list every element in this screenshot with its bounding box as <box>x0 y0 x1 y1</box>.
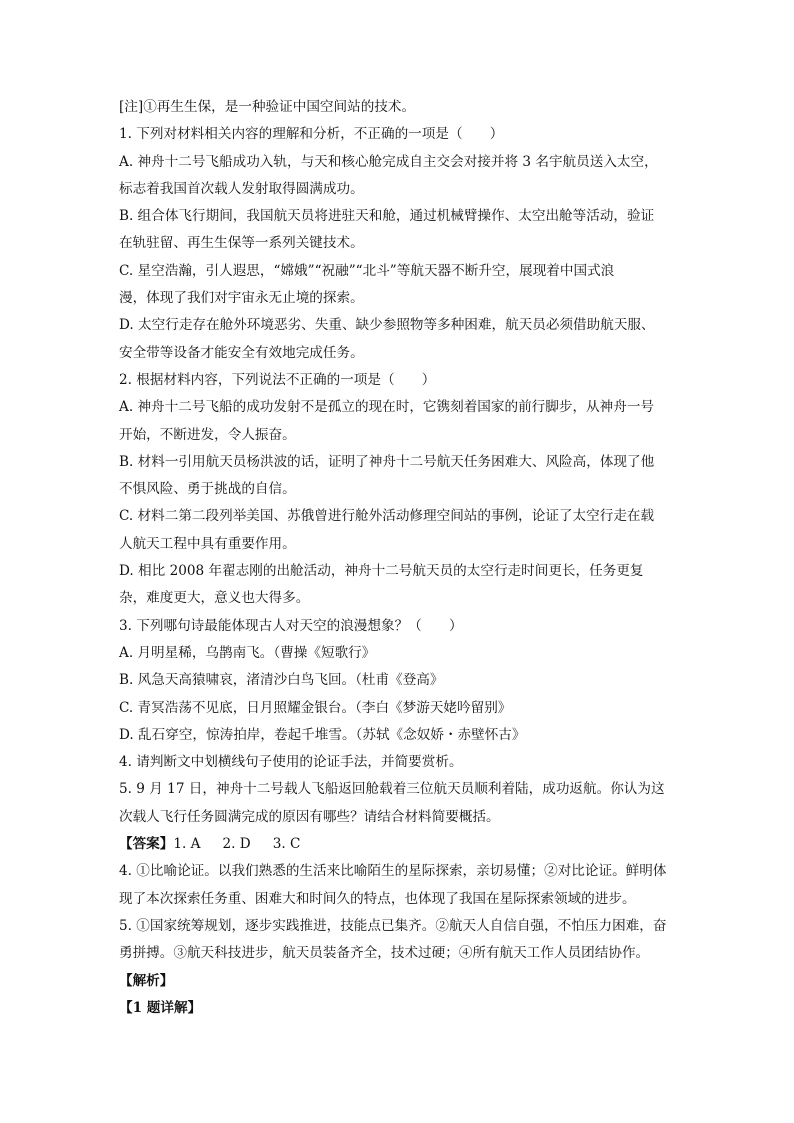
document-body <box>119 94 679 1022</box>
answer-3: 3. C <box>272 836 301 853</box>
answer-4-cont: 现了本次探索任务重、困难大和时间久的特点，也体现了我国在星际探索领域的进步。 <box>119 890 636 907</box>
question-3-option-b: B. 风急天高猿啸哀，渚清沙白鸟飞回。（杜甫《登高》 <box>119 672 444 689</box>
question-1-option-a: A. 神舟十二号飞船成功入轨，与天和核心舱完成自主交会对接并将 3 名宇航员送入太空， <box>119 153 658 170</box>
answer-key-line <box>119 831 679 858</box>
question-1-detail-label: 【1 题详解】 <box>119 999 202 1016</box>
question-1-option-c: C. 星空浩瀚，引人遐思，“嫦娥”“祝融”“北斗”等航天器不断升空，展现着中国式浪 <box>119 262 615 279</box>
question-2-option-d: D. 相比 2008 年翟志刚的出舱活动，神舟十二号航天员的太空行走时间更长，任务更复 <box>119 563 644 580</box>
question-2-stem: 2. 根据材料内容，下列说法不正确的一项是（ ） <box>119 371 436 388</box>
question-2-option-a: A. 神舟十二号飞船的成功发射不是孤立的现在时，它镌刻着国家的前行脚步，从神舟一号 <box>119 399 655 416</box>
question-2-option-b: B. 材料一引用航天员杨洪波的话，证明了神舟十二号航天任务困难大、风险高，体现了他 <box>119 453 655 470</box>
question-2-option-c-cont: 人航天工程中具有重要作用。 <box>119 535 296 552</box>
question-5-stem: 5. 9 月 17 日，神舟十二号载人飞船返回舱载着三位航天员顺利着陆，成功返航。你认为这 <box>119 781 665 798</box>
answer-5-cont: 勇拼搏。③航天科技进步，航天员装备齐全，技术过硬；④所有航天工作人员团结协作。 <box>119 945 650 962</box>
answer-1: 1. A <box>173 836 201 853</box>
question-1-option-b-cont: 在轨驻留、再生生保等一系列关键技术。 <box>119 235 364 252</box>
question-1-option-c-cont: 漫，体现了我们对宇宙永无止境的探索。 <box>119 290 364 307</box>
question-2-option-b-cont: 不惧风险、勇于挑战的自信。 <box>119 481 296 498</box>
question-3-option-a: A. 月明星稀，乌鹊南飞。（曹操《短歌行》 <box>119 644 376 661</box>
answer-2: 2. D <box>222 836 251 853</box>
question-3-option-c: C. 青冥浩荡不见底，日月照耀金银台。（李白《梦游天姥吟留别》 <box>119 699 512 716</box>
question-1-option-a-cont: 标志着我国首次载人发射取得圆满成功。 <box>119 180 364 197</box>
answer-5: 5. ①国家统筹规划，逐步实践推进，技能点已集齐。②航天人自信自强，不怕压力困难，奋 <box>119 917 667 934</box>
question-2-option-d-cont: 杂，难度更大，意义也大得多。 <box>119 590 310 607</box>
note-line: [注]①再生生保，是一种验证中国空间站的技术。 <box>119 99 416 115</box>
question-5-stem-cont: 次载人飞行任务圆满完成的原因有哪些？请结合材料简要概括。 <box>119 808 500 825</box>
question-2-option-a-cont: 开始，不断进发，令人振奋。 <box>119 426 296 443</box>
question-3-option-d: D. 乱石穿空，惊涛拍岸，卷起千堆雪。（苏轼《念奴娇・赤壁怀古》 <box>119 726 526 743</box>
question-1-option-b: B. 组合体飞行期间，我国航天员将进驻天和舱，通过机械臂操作、太空出舱等活动，验证 <box>119 208 655 225</box>
question-4-stem: 4. 请判断文中划横线句子使用的论证手法，并简要赏析。 <box>119 754 463 771</box>
question-1-stem: 1. 下列对材料相关内容的理解和分析，不正确的一项是（ ） <box>119 126 504 143</box>
question-3-stem: 3. 下列哪句诗最能体现古人对天空的浪漫想象？（ ） <box>119 617 463 634</box>
answer-4: 4. ①比喻论证。以我们熟悉的生活来比喻陌生的星际探索，亲切易懂；②对比论证。鲜明体 <box>119 863 667 880</box>
question-1-option-d: D. 太空行走存在舱外环境恶劣、失重、缺少参照物等多种困难，航天员必须借助航天服、 <box>119 317 655 334</box>
analysis-label: 【解析】 <box>119 972 174 989</box>
answer-label: 【答案】 <box>119 836 174 853</box>
question-1-option-d-cont: 安全带等设备才能安全有效地完成任务。 <box>119 344 364 361</box>
question-2-option-c: C. 材料二第二段列举美国、苏俄曾进行舱外活动修理空间站的事例，论证了太空行走在载 <box>119 508 655 525</box>
